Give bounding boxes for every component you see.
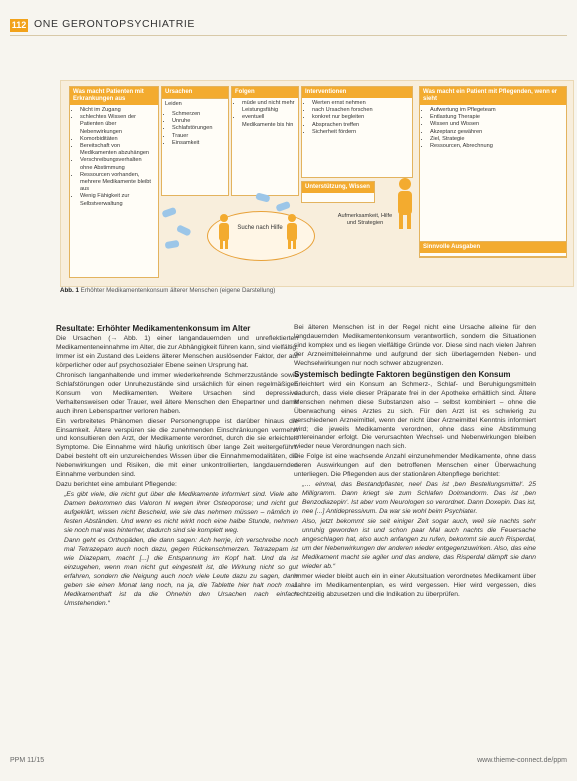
footer-right: www.thieme-connect.de/ppm [477, 757, 567, 764]
section-title: ONE GERONTOPSYCHIATRIE [34, 18, 195, 30]
box5-item: • Entlastung Therapie [430, 114, 563, 121]
left-quote: „Es gibt viele, die nicht gut über die Medikamente informiert sind. Viele alte Damen bekommen das Valoron N wegen ihrer Osteoporose; und nicht gut aufgeklärt, wissen nicht Bescheid, wie sie das nehmen müssen – nämlich in festen Abständen. Und wenn es nicht wirkt noch eine halbe Stunde, nehmen sie noch mal was hinterher, dadurch sind sie komplett weg. [64, 491, 298, 535]
side-note: Aufmerksamkeit, Hilfe und Strategien [337, 213, 393, 226]
left-paragraph: Die Ursachen (→ Abb. 1) einer langandauernden und unreflektierten Medikamenteneinnahme im Alter, die zur Abhängigkeit führen kann, sind vielfältig. Immer ist ein Zustand des Leidens älterer Menschen auslösender Faktor, der auf körperlicher oder auf psychosozialer Ebene seinen Ursprung hat. [56, 335, 299, 369]
box5-item: • Wissen und Wissen [430, 121, 563, 128]
box3-title: Folgen [232, 87, 298, 98]
header-rule [10, 35, 567, 36]
box5-item: • Ziel, Strategie [430, 136, 563, 143]
left-column [56, 324, 298, 610]
right-heading: Systemisch bedingte Faktoren begünstigen den Konsum [294, 369, 511, 379]
box1-item: • Verschreibungsverhalten ohne Abstimmung [80, 157, 155, 171]
center-label: Suche nach Hilfe [237, 225, 283, 231]
left-heading: Resultate: Erhöhter Medikamentenkonsum im Alter [56, 324, 251, 333]
page-number: 112 [11, 20, 27, 30]
box5-item: • Aufwertung im Pflegeteam [430, 107, 563, 114]
box3-list [232, 98, 298, 131]
box2-item: • Einsamkeit [172, 140, 225, 147]
figure-diagram [60, 80, 574, 287]
box2-title: Ursachen [162, 87, 228, 98]
box1-item: • Komorbiditäten [80, 136, 155, 143]
left-paragraph: Chronisch langanhaltende und immer wiederkehrende Schmerzzustände sowie Schlafstörungen oder Unruhezustände sind ursächlich für einen regelmäßigen Konsum von Medikamenten. Weitere Ursachen sind depressive Verhaltensweisen oder Trauer, weil ältere Menschen den Ehepartner und damit auch ihren Lebenspartner verloren haben. [56, 371, 298, 415]
box5-recommend: Sinnvolle Ausgaben [420, 242, 566, 253]
box1-item: • Nicht im Zugang [80, 107, 155, 114]
right-paragraph: Bei älteren Menschen ist in der Regel nicht eine Ursache alleine für den langdauernden Medikamentenkonsum verantwortlich, sondern die Situationen sind komplex und es liegen vielfältige Gründe vor. Diese sind nach vielen Jahren der Arzneimitteleinnahme und aufgrund der sich überlagernden Neben- und Wechselwirkungen nur noch schwer abzugrenzen. [294, 324, 536, 367]
diagram-box-2 [161, 86, 229, 196]
box4-item: • Absprachen treffen [312, 122, 409, 129]
right-paragraph: Erleichtert wird ein Konsum an Schmerz-, Schlaf- und Beruhigungsmitteln dadurch, dass viele dieser Präparate frei in der Apotheke erhältlich sind. Ältere Menschen nehmen diese Substanzen also – selbst kombiniert – ohne die Überwachung eines Arztes zu sich. Für den Arzt ist es schwierig zu verschiedenen Arzneimittel, wenn der nicht über Arzneimittel Kenntnis informiert wird; die jeweils Medikamente verordnen, ohne dass eine Abstimmung untereinander erfolgt. Die verursachten Wechsel- und Nebenwirkungen bleiben wieder neue Verordnungen nach sich. [294, 380, 536, 451]
box2-item: • Schlafstörungen [172, 125, 225, 132]
right-quote: Also, jetzt bekommt sie seit einiger Zeit sogar auch, weil sie nachts sehr unruhig geworden ist und schon paar Mal auch nachts die Feuersache angeschlagen hat, also auch anfangen zu rufen, bekommt sie auch Risperdal, um der Nebenwirkungen der anderen wieder entgegenzuwirken. Also, das eine Medikament macht sie agiler und das andere, das Risperdal dämpft sie dann wieder ab.“ [302, 518, 536, 570]
left-paragraph: Dazu berichtet eine ambulant Pflegende: [56, 481, 177, 489]
box5-list [420, 105, 566, 152]
box4-item: • konkret nur begleiten [312, 114, 409, 121]
figure-caption [60, 287, 572, 294]
box1-title: Was macht Patienten mit Erkrankungen aus [70, 87, 158, 105]
box3-item: • müde und nicht mehr Leistungsfähig [242, 100, 295, 114]
box1-item: • Ressourcen vorhanden, mehrere Medikamente bleibt aus [80, 172, 155, 194]
left-quote: Dann geht es Orthopäden, die dann sagen: Ach herrje, ich verschreibe noch mal Tetrazepam auch noch dazu, gegen Rückenschmerzen. Tetrazepam ist wie Diazepam, macht [...] die Entspannung im Kopf halt. Und da ist einzugehen, wenn man nicht gut eingestellt ist, die Wirkung nicht so gut erfahren, sondern die Neigung auch noch viele Leute dazu zu sagen, dann geben sie einen Monat lang noch, na ja, die Tablette hier halt noch mal. Medikamenthaft ist da die Ohnehin den Ursachen nach einfach Umstehenden.“ [64, 536, 298, 607]
box2-item: • Unruhe [172, 118, 225, 125]
right-closing: Immer wieder bleibt auch ein in einer Akutsituation verordnetes Medikament über Jahre im Medikamentenplan, es wird vergessen. Hier wird vergessen, dies rechtzeitig abzusetzen und die Indikation zu überprüfen. [294, 572, 536, 598]
box4-item: • Werten ernst nehmen [312, 100, 409, 107]
box5-item: • Ressourcen, Abrechnung [430, 143, 563, 150]
box2-list [162, 109, 228, 149]
right-quote: „… einmal, das Bestandpflaster, nee! Das ist ‚ben Bestellungsmittel‘. 25 Milligramm. Dann kriegt sie zum Schlafen Dolmandorm. Das ist ‚ben Benzodiazepin‘. Ist aber vom Neurologen so verordnet. Dann Doxepin. Das ist, nee [...] Antidepressivum. Da war sie wohl beim Psychiater. [302, 481, 536, 516]
box2-item: • Trauer [172, 133, 225, 140]
box1-item: • Wenig Fähigkeit zur Selbstverwaltung [80, 193, 155, 207]
right-paragraph: Die Folge ist eine wachsende Anzahl einzunehmender Medikamente, ohne dass deren Auswirkungen auf den betroffenen Menschen einer Überwachung unterliegen. Die Pflegenden aus der stationären Altenpflege berichtet: [294, 453, 536, 479]
caption-label: Abb. 1 [60, 287, 79, 294]
diagram-box-3 [231, 86, 299, 196]
diagram-box-7 [419, 241, 567, 257]
box3-item: • eventuell Medikamente bis hin [242, 114, 295, 128]
box1-item: • schlechtes Wissen der Patienten über Nebenwirkungen [80, 114, 155, 136]
caption-text: Erhöhter Medikamentenkonsum älterer Menschen (eigene Darstellung) [80, 287, 276, 294]
box1-list [70, 105, 158, 210]
box4-list [302, 98, 412, 138]
diagram-box-4 [301, 86, 413, 178]
footer-left: PPM 11/15 [10, 757, 45, 764]
box5-item: • Akzeptanz gewähren [430, 129, 563, 136]
box5-title: Was macht ein Patient mit Pflegenden, wenn er sieht [420, 87, 566, 105]
box2-subtitle: Leiden [162, 98, 228, 109]
left-paragraph: Ein verbreitetes Phänomen dieser Personengruppe ist darüber hinaus die Einsamkeit. Ältere verspüren sie die zunehmenden Einschränkungen vermehrt und konsultieren den Arzt, der Medikamente verordnet, durch die sie erleichtert Symptome. Die Einnahme wird häufig unkritisch über lange Zeit weitergeführt. Dabei besteht oft ein unzureichendes Wissen über die Einnahmemodalitäten, die Nebenwirkungen und Risiken, die mit einer unkontrollierten, langdauernden Einnahme verbunden sind. [56, 417, 298, 479]
pill-icon [251, 189, 301, 219]
box2-item: • Schmerzen [172, 111, 225, 118]
diagram-box-6 [301, 181, 375, 203]
right-column [294, 324, 536, 601]
diagram-box-5 [419, 86, 567, 258]
box1-item: • Bereitschaft von Medikamenten abzuhängen [80, 143, 155, 157]
box4-item: • nach Ursachen forschen [312, 107, 409, 114]
pill-icon [157, 201, 227, 261]
diagram-box-1 [69, 86, 159, 278]
person-icon [395, 177, 415, 229]
box4-item: • Sicherheit fördern [312, 129, 409, 136]
box6-title: Unterstützung, Wissen [302, 182, 374, 193]
page-header [0, 0, 577, 38]
box4-title: Interventionen [302, 87, 412, 98]
